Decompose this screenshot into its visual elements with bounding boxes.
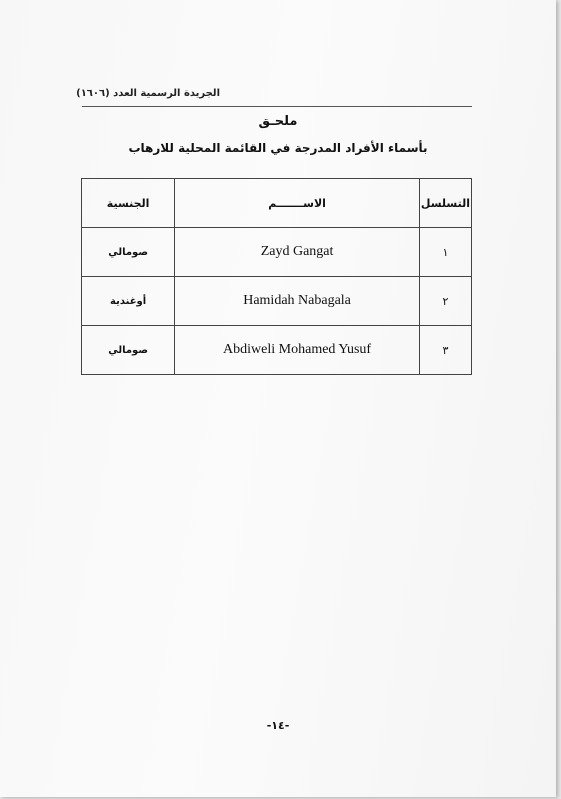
row-serial: ٢ xyxy=(419,277,471,326)
row-nationality: أوغندية xyxy=(82,277,175,326)
header-name: الاســـــــم xyxy=(175,179,420,228)
table-header-row xyxy=(82,179,472,228)
appendix-title: ملحـق xyxy=(258,114,298,129)
row-name: Zayd Gangat xyxy=(175,228,420,277)
table-row xyxy=(82,326,472,375)
table-row xyxy=(82,228,472,277)
row-nationality: صومالي xyxy=(82,228,175,277)
header-serial: التسلسل xyxy=(419,179,471,228)
row-serial: ١ xyxy=(419,228,471,277)
page-header xyxy=(76,86,472,107)
row-name: Hamidah Nabagala xyxy=(175,277,420,326)
gazette-header-title: الجريدة الرسمية العدد (١٦٠٦) xyxy=(76,88,220,99)
row-nationality: صومالي xyxy=(82,326,175,375)
row-name: Abdiweli Mohamed Yusuf xyxy=(175,326,420,375)
appendix-subtitle: بأسماء الأفراد المدرجة في القائمة المحلية للارهاب xyxy=(128,141,428,155)
table-row xyxy=(82,277,472,326)
designated-individuals-table xyxy=(81,178,472,375)
page-number: -١٤- xyxy=(266,719,290,732)
row-serial: ٣ xyxy=(419,326,471,375)
header-nationality: الجنسية xyxy=(82,179,175,228)
